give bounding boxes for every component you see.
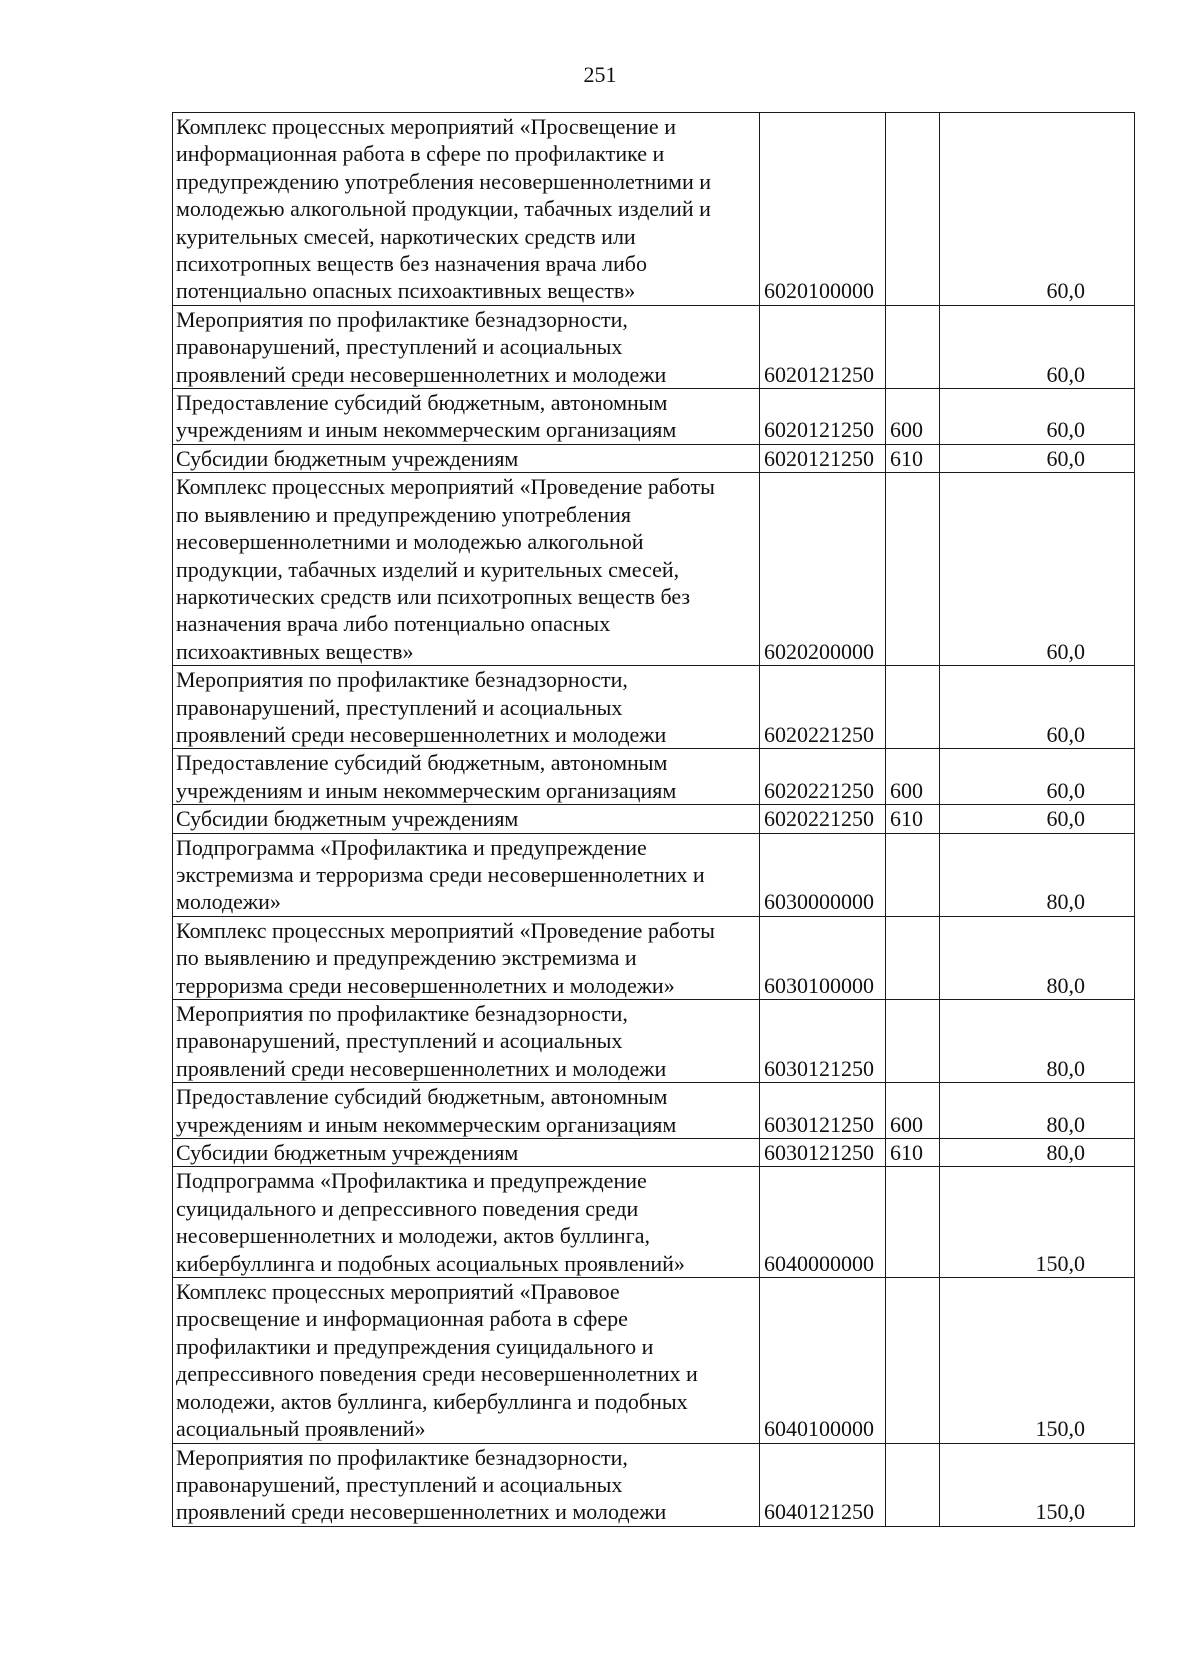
row-amount: 150,0 xyxy=(940,1167,1135,1278)
row-amount: 80,0 xyxy=(940,1000,1135,1083)
row-code: 6020121250 xyxy=(760,305,886,388)
row-expense-type xyxy=(886,666,940,749)
row-amount: 60,0 xyxy=(940,389,1135,445)
row-expense-type: 600 xyxy=(886,389,940,445)
row-amount: 60,0 xyxy=(940,749,1135,805)
row-code: 6020221250 xyxy=(760,749,886,805)
table-row xyxy=(173,113,1135,306)
row-code: 6040121250 xyxy=(760,1443,886,1526)
row-code: 6020100000 xyxy=(760,113,886,306)
row-name: Мероприятия по профилактике безнадзорности, правонарушений, преступлений и асоциальных проявлений среди несовершеннолетних и молодежи xyxy=(173,666,760,749)
row-name: Предоставление субсидий бюджетным, автономным учреждениям и иным некоммерческим организациям xyxy=(173,749,760,805)
row-code: 6030121250 xyxy=(760,1000,886,1083)
row-amount: 60,0 xyxy=(940,666,1135,749)
row-code: 6030121250 xyxy=(760,1083,886,1139)
row-expense-type xyxy=(886,113,940,306)
row-amount: 150,0 xyxy=(940,1278,1135,1443)
row-code: 6030000000 xyxy=(760,833,886,916)
table-row xyxy=(173,1083,1135,1139)
row-expense-type: 610 xyxy=(886,1139,940,1167)
row-code: 6020221250 xyxy=(760,666,886,749)
budget-table xyxy=(172,112,1135,1527)
row-amount: 80,0 xyxy=(940,1083,1135,1139)
row-expense-type xyxy=(886,916,940,999)
row-name: Комплекс процессных мероприятий «Проведение работы по выявлению и предупреждению экстремизма и терроризма среди несовершеннолетних и молодежи» xyxy=(173,916,760,999)
table-row xyxy=(173,1167,1135,1278)
row-amount: 60,0 xyxy=(940,113,1135,306)
row-expense-type xyxy=(886,1167,940,1278)
row-amount: 60,0 xyxy=(940,805,1135,833)
table-row xyxy=(173,1139,1135,1167)
table-row xyxy=(173,749,1135,805)
row-name: Субсидии бюджетным учреждениям xyxy=(173,444,760,472)
row-name: Субсидии бюджетным учреждениям xyxy=(173,1139,760,1167)
row-code: 6020121250 xyxy=(760,389,886,445)
row-expense-type xyxy=(886,1443,940,1526)
row-name: Предоставление субсидий бюджетным, автономным учреждениям и иным некоммерческим организациям xyxy=(173,1083,760,1139)
row-amount: 150,0 xyxy=(940,1443,1135,1526)
row-expense-type: 610 xyxy=(886,444,940,472)
table-row xyxy=(173,1278,1135,1443)
row-amount: 60,0 xyxy=(940,305,1135,388)
table-row xyxy=(173,305,1135,388)
row-name: Мероприятия по профилактике безнадзорности, правонарушений, преступлений и асоциальных проявлений среди несовершеннолетних и молодежи xyxy=(173,1443,760,1526)
table-row xyxy=(173,833,1135,916)
row-expense-type xyxy=(886,1278,940,1443)
row-expense-type xyxy=(886,1000,940,1083)
row-code: 6040100000 xyxy=(760,1278,886,1443)
row-expense-type xyxy=(886,305,940,388)
row-expense-type xyxy=(886,473,940,666)
row-code: 6040000000 xyxy=(760,1167,886,1278)
table-row xyxy=(173,1000,1135,1083)
row-code: 6020221250 xyxy=(760,805,886,833)
row-amount: 80,0 xyxy=(940,833,1135,916)
row-code: 6020121250 xyxy=(760,444,886,472)
table-row xyxy=(173,916,1135,999)
row-amount: 80,0 xyxy=(940,916,1135,999)
row-name: Подпрограмма «Профилактика и предупреждение суицидального и депрессивного поведения среди несовершеннолетних и молодежи, актов буллинга, кибербуллинга и подобных асоциальных проявлений» xyxy=(173,1167,760,1278)
row-name: Комплекс процессных мероприятий «Проведение работы по выявлению и предупреждению употребления несовершеннолетними и молодежью алкогольной продукции, табачных изделий и курительных смесей, наркотических средств или психотропных веществ без назначения врача либо потенциально опасных психоактивных веществ» xyxy=(173,473,760,666)
row-name: Подпрограмма «Профилактика и предупреждение экстремизма и терроризма среди несовершеннолетних и молодежи» xyxy=(173,833,760,916)
row-amount: 60,0 xyxy=(940,473,1135,666)
row-expense-type: 600 xyxy=(886,1083,940,1139)
table-row xyxy=(173,666,1135,749)
row-code: 6030121250 xyxy=(760,1139,886,1167)
table-row xyxy=(173,473,1135,666)
page-number: 251 xyxy=(583,62,617,87)
row-name: Мероприятия по профилактике безнадзорности, правонарушений, преступлений и асоциальных проявлений среди несовершеннолетних и молодежи xyxy=(173,1000,760,1083)
row-expense-type: 600 xyxy=(886,749,940,805)
table-row xyxy=(173,444,1135,472)
row-expense-type xyxy=(886,833,940,916)
table-row xyxy=(173,389,1135,445)
table-row xyxy=(173,805,1135,833)
row-name: Мероприятия по профилактике безнадзорности, правонарушений, преступлений и асоциальных проявлений среди несовершеннолетних и молодежи xyxy=(173,305,760,388)
row-amount: 60,0 xyxy=(940,444,1135,472)
table-row xyxy=(173,1443,1135,1526)
row-name: Предоставление субсидий бюджетным, автономным учреждениям и иным некоммерческим организациям xyxy=(173,389,760,445)
row-name: Комплекс процессных мероприятий «Просвещение и информационная работа в сфере по профилактике и предупреждению употребления несовершеннолетними и молодежью алкогольной продукции, табачных изделий и курительных смесей, наркотических средств или психотропных веществ без назначения врача либо потенциально опасных психоактивных веществ» xyxy=(173,113,760,306)
row-expense-type: 610 xyxy=(886,805,940,833)
row-name: Комплекс процессных мероприятий «Правовое просвещение и информационная работа в сфере профилактики и предупреждения суицидального и депрессивного поведения среди несовершеннолетних и молодежи, актов буллинга, кибербуллинга и подобных асоциальный проявлений» xyxy=(173,1278,760,1443)
row-code: 6030100000 xyxy=(760,916,886,999)
row-name: Субсидии бюджетным учреждениям xyxy=(173,805,760,833)
row-code: 6020200000 xyxy=(760,473,886,666)
row-amount: 80,0 xyxy=(940,1139,1135,1167)
